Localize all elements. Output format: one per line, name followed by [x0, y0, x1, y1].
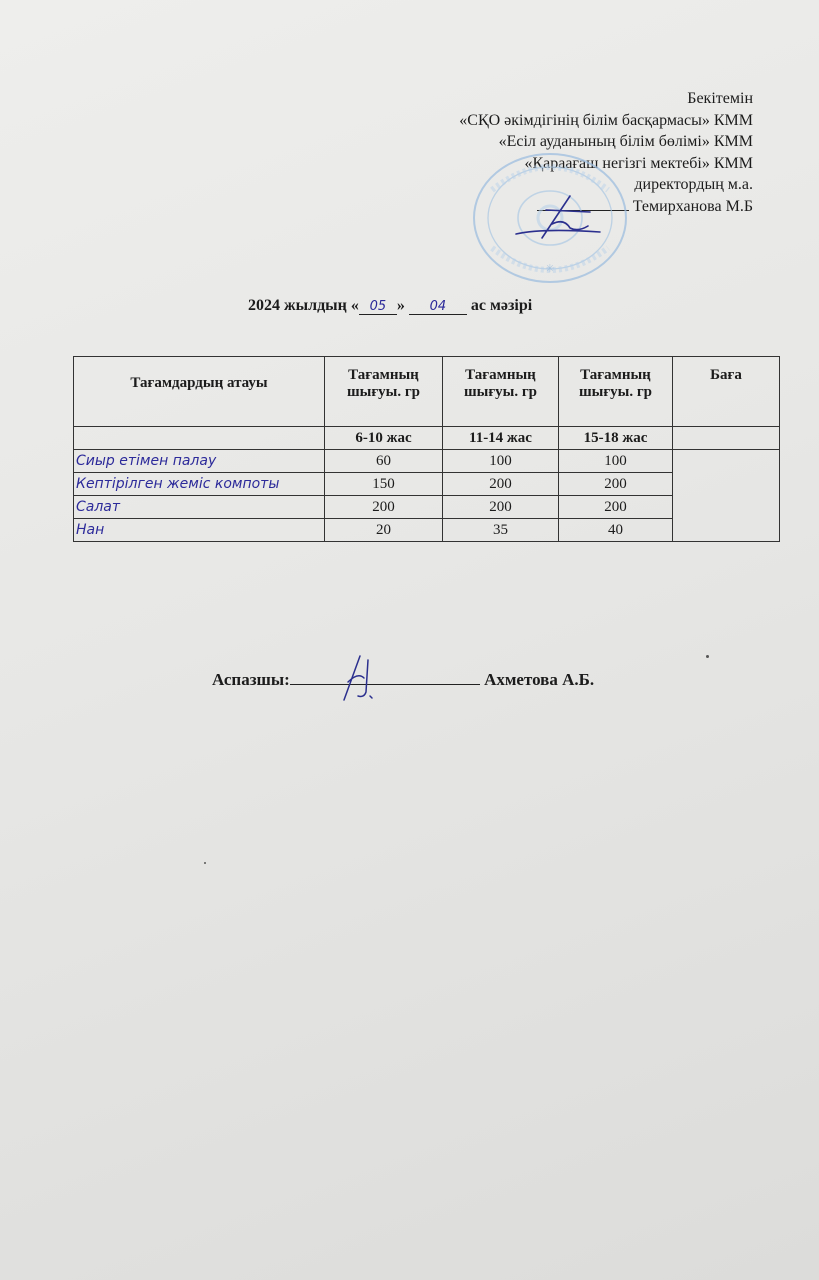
dish-name: Салат — [74, 496, 325, 519]
yield-6-10: 200 — [325, 496, 443, 519]
menu-title-suffix: ас мәзірі — [470, 297, 533, 314]
dish-name: Нан — [74, 519, 325, 542]
menu-close-quote: » — [396, 297, 405, 314]
age-price-cell — [673, 427, 780, 450]
yield-6-10: 60 — [325, 450, 443, 473]
menu-day: 05 — [359, 300, 397, 315]
approval-org-2: «Есіл ауданының білім бөлімі» КММ — [498, 133, 753, 150]
table-header-row — [74, 357, 780, 427]
cook-name: Ахметова А.Б. — [484, 670, 595, 689]
paper-speck — [706, 655, 709, 658]
approval-org-3: «Қараағаш негізгі мектебі» КММ — [524, 154, 753, 172]
yield-11-14: 100 — [443, 450, 559, 473]
age-empty-cell — [74, 427, 325, 450]
cook-label: Аспазшы: — [212, 670, 290, 689]
cook-line — [212, 670, 594, 690]
menu-table — [73, 356, 780, 542]
director-name: Темирханова М.Б — [632, 197, 753, 215]
header-price: Баға — [673, 357, 780, 427]
dish-name: Сиыр етімен палау — [74, 450, 325, 473]
cook-signature — [330, 652, 380, 704]
yield-15-18: 200 — [559, 496, 673, 519]
table-row — [74, 450, 780, 473]
menu-month: 04 — [409, 300, 467, 315]
approval-heading: Бекітемін — [687, 90, 753, 107]
header-yield-1: Тағамның шығуы. гр — [325, 357, 443, 427]
age-group-15-18: 15-18 жас — [559, 427, 673, 450]
yield-11-14: 200 — [443, 496, 559, 519]
age-group-11-14: 11-14 жас — [443, 427, 559, 450]
cook-signature-blank — [290, 670, 480, 685]
yield-15-18: 200 — [559, 473, 673, 496]
age-group-row — [74, 427, 780, 450]
menu-title — [248, 297, 532, 315]
menu-title-prefix: 2024 жылдың « — [248, 297, 359, 314]
dish-name: Кептірілген жеміс компоты — [74, 473, 325, 496]
approval-org-1: «СҚО әкімдігінің білім басқармасы» КММ — [459, 111, 753, 129]
yield-11-14: 200 — [443, 473, 559, 496]
yield-11-14: 35 — [443, 519, 559, 542]
yield-6-10: 20 — [325, 519, 443, 542]
paper-speck — [204, 862, 206, 864]
yield-15-18: 100 — [559, 450, 673, 473]
header-dish-name: Тағамдардың атауы — [74, 357, 325, 427]
header-yield-3: Тағамның шығуы. гр — [559, 357, 673, 427]
price-cell — [673, 450, 780, 542]
header-yield-2: Тағамның шығуы. гр — [443, 357, 559, 427]
age-group-6-10: 6-10 жас — [325, 427, 443, 450]
approval-position: директордың м.а. — [634, 176, 753, 193]
yield-15-18: 40 — [559, 519, 673, 542]
director-signature — [512, 188, 604, 244]
yield-6-10: 150 — [325, 473, 443, 496]
svg-text:✳: ✳ — [545, 262, 555, 275]
